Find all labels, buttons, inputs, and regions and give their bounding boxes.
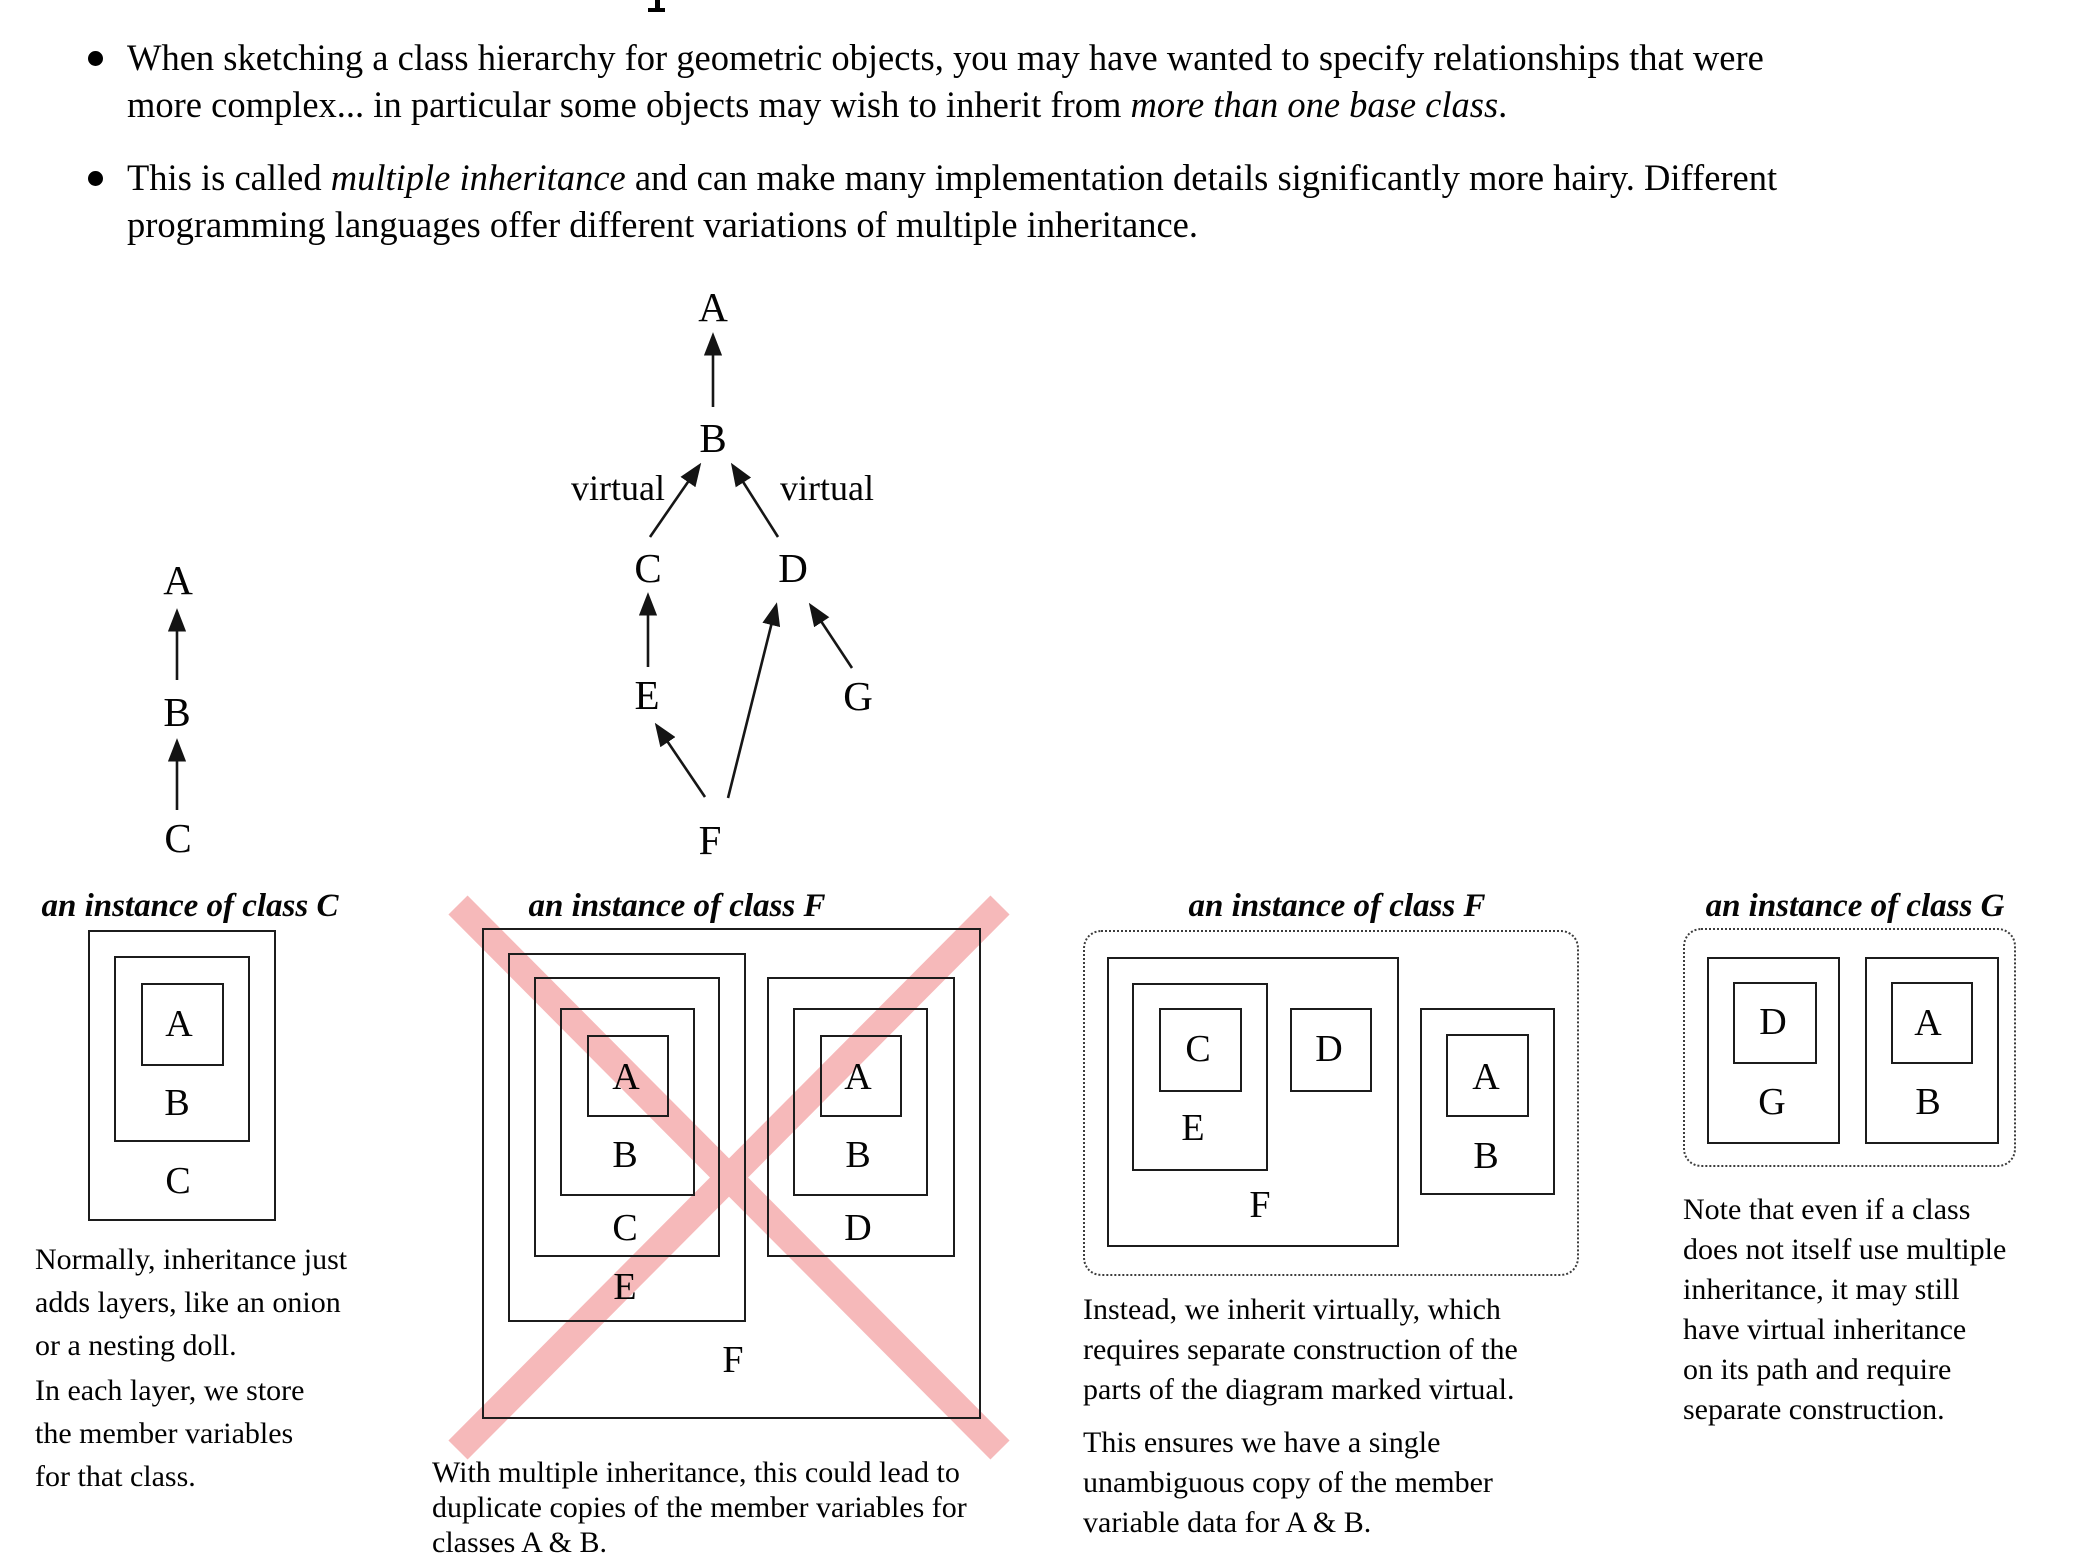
virtual-label-left: virtual <box>571 468 665 508</box>
object-label-b-left: B <box>612 1134 638 1176</box>
arrow-f-to-e <box>657 726 705 797</box>
instance-f-virtual-title: an instance of class F <box>1188 888 1486 924</box>
clipped-title-fragment <box>648 8 665 12</box>
instance-c-title: an instance of class C <box>41 888 339 924</box>
object-label-c: C <box>1185 1028 1211 1070</box>
instance-g-caption <box>1683 1190 2006 1430</box>
bullet2-line2: programming languages offer different variations of multiple inheritance. <box>127 204 1198 245</box>
object-label-e: E <box>613 1266 637 1308</box>
caption-line: classes A & B. <box>432 1526 608 1559</box>
caption-line: parts of the diagram marked virtual. <box>1083 1373 1515 1406</box>
caption-line: the member variables <box>35 1417 294 1450</box>
bullet2-line1-post: and can make many implementation details significantly more hairy. Different <box>625 157 1778 198</box>
arrow-g-to-d <box>811 606 852 668</box>
object-label-b: B <box>1915 1081 1941 1123</box>
caption-line: on its path and require <box>1683 1353 1952 1386</box>
class-node-a: A <box>698 284 728 330</box>
class-node-b: B <box>699 415 727 461</box>
class-node-e: E <box>634 672 660 718</box>
virtual-label-right: virtual <box>780 468 874 508</box>
class-node-b: B <box>163 689 191 735</box>
instance-c-caption-1 <box>35 1238 347 1367</box>
arrow-d-to-b <box>733 466 778 537</box>
caption-line: This ensures we have a single <box>1083 1426 1441 1459</box>
inheritance-arrows <box>177 336 852 810</box>
object-label-d: D <box>844 1207 872 1249</box>
instance-f-virtual-caption-1 <box>1083 1290 1518 1410</box>
caption-line: inheritance, it may still <box>1683 1273 1960 1306</box>
caption-line: variable data for A & B. <box>1083 1506 1372 1539</box>
caption-line: Note that even if a class <box>1683 1193 1971 1226</box>
class-node-a: A <box>163 557 193 603</box>
class-node-g: G <box>843 673 873 719</box>
object-label-a: A <box>1472 1056 1500 1098</box>
caption-line: adds layers, like an onion <box>35 1286 341 1319</box>
instance-f-crossed-title: an instance of class F <box>528 888 826 924</box>
bullet1-line1: When sketching a class hierarchy for geometric objects, you may have wanted to specify relationships that were <box>127 37 1764 78</box>
instance-g-title: an instance of class G <box>1705 888 2005 924</box>
caption-line: does not itself use multiple <box>1683 1233 2007 1266</box>
object-label-a-right: A <box>844 1056 872 1098</box>
object-label-e: E <box>1181 1107 1205 1149</box>
class-node-d: D <box>778 545 808 591</box>
object-label-b: B <box>164 1082 190 1124</box>
caption-line: or a nesting doll. <box>35 1329 237 1362</box>
instance-f-virtual-caption-2 <box>1083 1423 1493 1543</box>
caption-line: requires separate construction of the <box>1083 1333 1518 1366</box>
class-node-c: C <box>634 545 662 591</box>
arrow-f-to-d <box>728 606 776 798</box>
class-node-f: F <box>698 817 722 863</box>
object-label-g: G <box>1758 1081 1786 1123</box>
bullet-marker <box>88 171 103 186</box>
caption-line: have virtual inheritance <box>1683 1313 1967 1346</box>
object-label-a-left: A <box>612 1056 640 1098</box>
bullet1-line2 <box>127 85 1507 125</box>
caption-line: In each layer, we store <box>35 1374 305 1407</box>
bullet2-line1-pre: This is called <box>127 157 331 198</box>
caption-line: With multiple inheritance, this could lead to <box>432 1456 960 1489</box>
caption-line: duplicate copies of the member variables for <box>432 1491 967 1524</box>
bullet1-line2-post: . <box>1498 84 1508 125</box>
object-label-a: A <box>1914 1002 1942 1044</box>
instance-c-caption-2 <box>35 1369 305 1498</box>
bullet1-line2-emphasis: more than one base class <box>1130 84 1499 125</box>
object-label-c: C <box>165 1160 191 1202</box>
object-label-a: A <box>165 1003 193 1045</box>
bullet2-line1-emphasis: multiple inheritance <box>330 157 626 198</box>
caption-line: separate construction. <box>1683 1393 1945 1426</box>
object-label-f: F <box>1249 1184 1271 1226</box>
object-label-b: B <box>1473 1135 1499 1177</box>
caption-line: Normally, inheritance just <box>35 1243 348 1276</box>
bullet-marker <box>88 51 103 66</box>
class-node-c: C <box>164 815 192 861</box>
bullet2-line1 <box>127 158 1777 198</box>
object-label-c: C <box>612 1207 638 1249</box>
caption-line: unambiguous copy of the member <box>1083 1466 1493 1499</box>
bullet1-line2-pre: more complex... in particular some objects may wish to inherit from <box>127 84 1131 125</box>
instance-f-crossed-caption <box>432 1455 967 1560</box>
object-label-b-right: B <box>845 1134 871 1176</box>
caption-line: for that class. <box>35 1460 196 1493</box>
object-label-f: F <box>722 1339 744 1381</box>
object-label-d: D <box>1759 1001 1787 1043</box>
object-label-d: D <box>1315 1028 1343 1070</box>
caption-line: Instead, we inherit virtually, which <box>1083 1293 1501 1326</box>
